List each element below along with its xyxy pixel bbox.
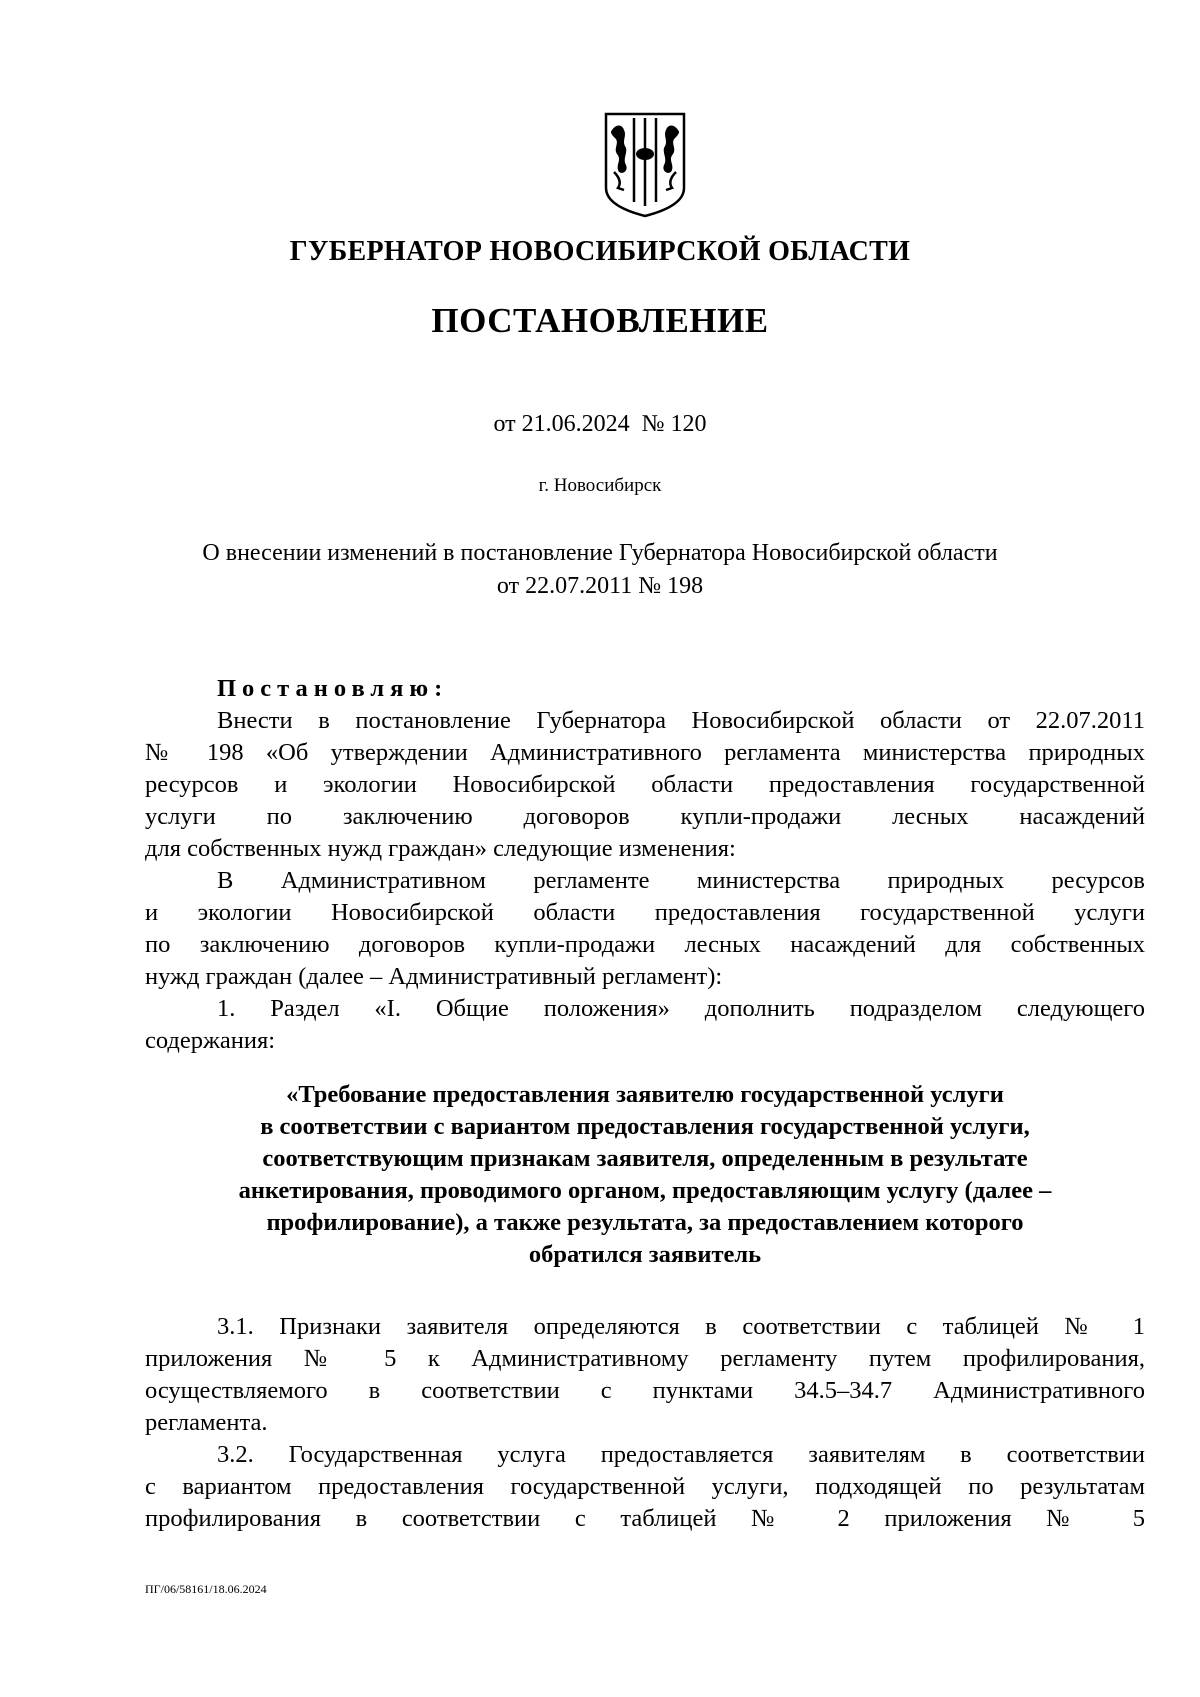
heading-line: анкетирования, проводимого органом, предоставляющим услугу (далее – [238, 1177, 1052, 1204]
subject-line: О внесении изменений в постановление Губернатора Новосибирской области [202, 540, 998, 566]
paragraph-line: содержания: [145, 1027, 276, 1054]
resolve-word: Постановляю: [217, 675, 449, 702]
paragraph-line: профилирования в соответствии с таблицей № 2 приложения № 5 [145, 1505, 1145, 1532]
heading-line: соответствующим признакам заявителя, определенным в результате [262, 1145, 1028, 1172]
paragraph-line: осуществляемого в соответствии с пунктами 34.5–34.7 Административного [145, 1377, 1145, 1404]
paragraph-line: с вариантом предоставления государственной услуги, подходящей по результатам [145, 1473, 1145, 1500]
organization-title: ГУБЕРНАТОР НОВОСИБИРСКОЙ ОБЛАСТИ [289, 236, 911, 267]
document-date-number: от 21.06.2024 № 120 [493, 411, 707, 437]
document-code-footer: ПГ/06/58161/18.06.2024 [145, 1582, 267, 1596]
paragraph-line: нужд граждан (далее – Административный регламент): [145, 963, 723, 990]
heading-line: в соответствии с вариантом предоставления государственной услуги, [260, 1113, 1030, 1140]
subject-line: от 22.07.2011 № 198 [496, 573, 704, 599]
heading-line: профилирование), а также результата, за предоставлением которого [266, 1209, 1024, 1236]
paragraph-line: услуги по заключению договоров купли-продажи лесных насаждений [145, 803, 1145, 830]
paragraph-line: для собственных нужд граждан» следующие изменения: [145, 835, 736, 862]
paragraph-line: 1. Раздел «I. Общие положения» дополнить подразделом следующего [217, 995, 1145, 1022]
paragraph-line: приложения № 5 к Административному регламенту путем профилирования, [145, 1345, 1145, 1372]
document-subject [140, 537, 1060, 603]
heading-line: «Требование предоставления заявителю государственной услуги [286, 1081, 1004, 1108]
heading-line: обратился заявитель [528, 1241, 762, 1268]
body-text-continued [145, 1311, 1145, 1535]
paragraph-line: ресурсов и экологии Новосибирской области предоставления государственной [145, 771, 1145, 798]
paragraph-line: и экологии Новосибирской области предоставления государственной услуги [145, 899, 1145, 926]
paragraph-line: регламента. [145, 1409, 268, 1436]
document-type-title: ПОСТАНОВЛЕНИЕ [431, 301, 769, 340]
paragraph-line: Внести в постановление Губернатора Новосибирской области от 22.07.2011 [217, 707, 1145, 734]
paragraph-line: № 198 «Об утверждении Административного регламента министерства природных [145, 739, 1145, 766]
novosibirsk-coat-of-arms-icon [600, 110, 690, 220]
document-city: г. Новосибирск [538, 475, 662, 496]
paragraph-line: 3.1. Признаки заявителя определяются в соответствии с таблицей № 1 [217, 1313, 1145, 1340]
subsection-heading [145, 1079, 1145, 1271]
paragraph-line: по заключению договоров купли-продажи лесных насаждений для собственных [145, 931, 1145, 958]
paragraph-line: В Административном регламенте министерства природных ресурсов [217, 867, 1145, 894]
paragraph-line: 3.2. Государственная услуга предоставляется заявителям в соответствии [217, 1441, 1145, 1468]
body-text [145, 673, 1145, 1057]
